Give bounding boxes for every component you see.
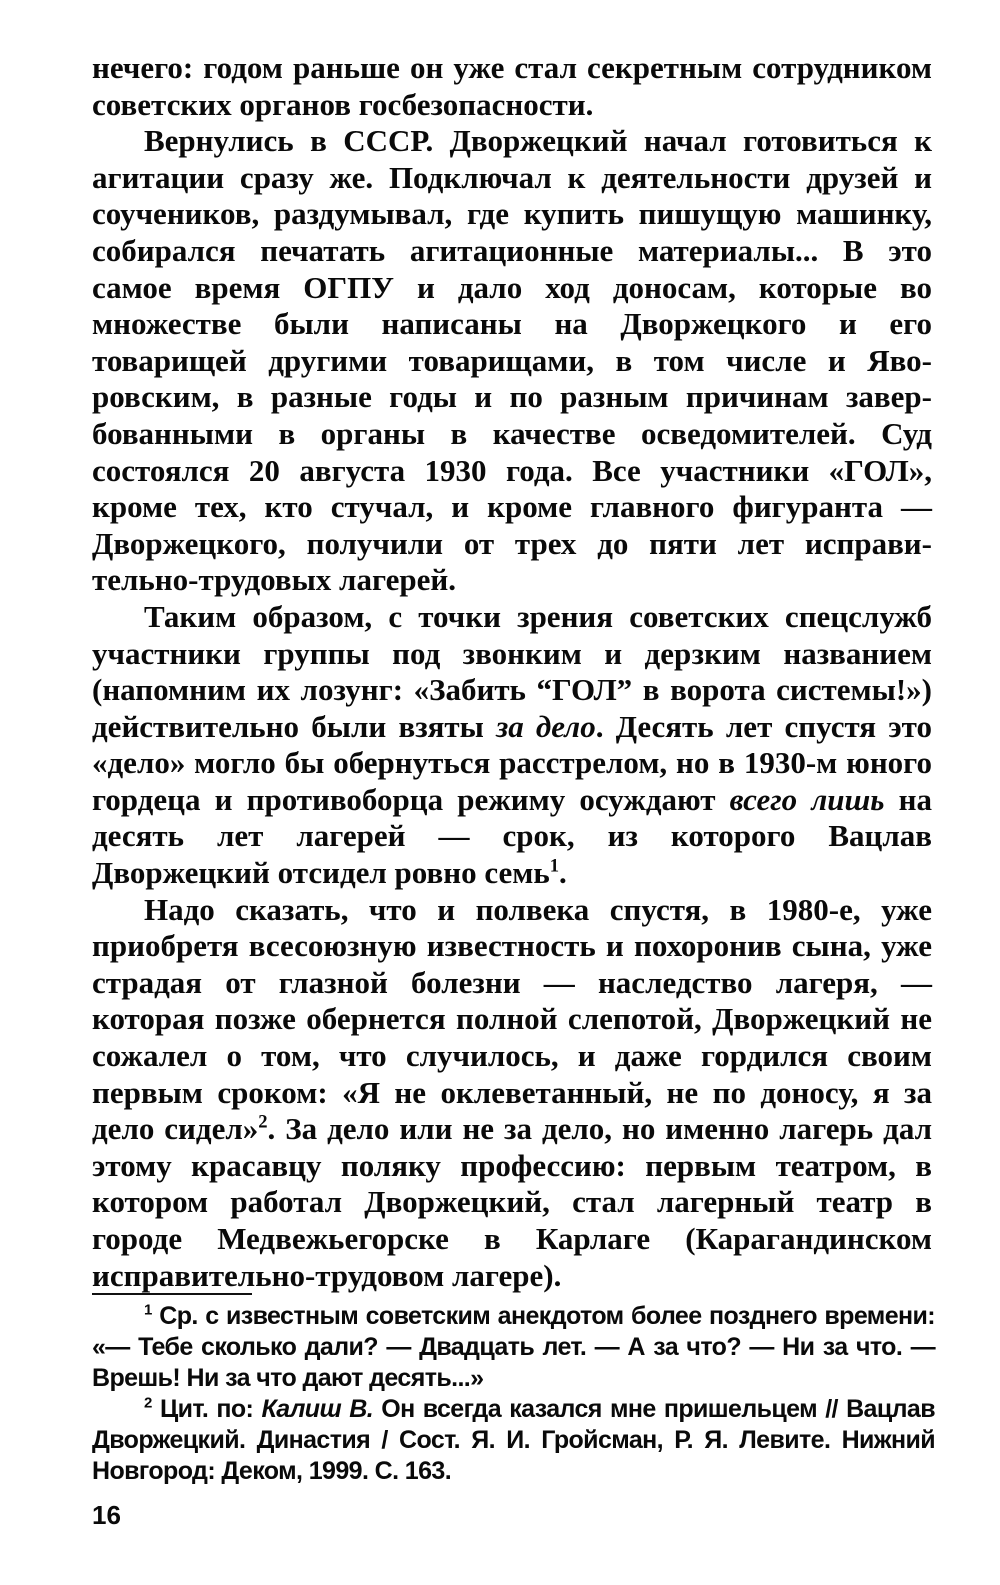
paragraph-1 [92, 50, 932, 123]
footnote-marker: 2 [144, 1394, 152, 1412]
footnote-marker: 1 [144, 1301, 152, 1319]
text-run: Вернулись в СССР. Дворжецкий начал готовиться к агитации сразу же. Подключал к деятельности друзей и соучеников, раздумывал, где купить пишущую машинку, собирался печатать агитационные материалы... В это самое время ОГПУ и дало ход доносам, которые во множестве были написаны на Дворжецкого и его товарищей другими товарищами, в том числе и Яворовским, в разные годы и по разным причинам завербованными в органы в качестве осведомителей. Суд состоялся 20 августа 1930 года. Все участники «ГОЛ», кроме тех, кто стучал, и кроме главного фигуранта — Дворжецкого, получили от трех до пяти лет исправительно-трудовых лагерей. [92, 123, 932, 598]
text-run: . [559, 855, 567, 891]
citation-author: Калиш В. [261, 1395, 374, 1423]
text-run: нечего: годом раньше он уже стал секретным сотрудником советских органов госбезопасности. [92, 50, 932, 122]
paragraph-4 [92, 892, 932, 1295]
footnote-text: Он всегда казался мне пришельцем // Вацлав Дворжецкий. Династия / Сост. Я. И. Гройсман, Р. Я. Левите. Нижний Новгород: Деком, 1999. С. 163. [92, 1395, 935, 1485]
paragraph-3 [92, 599, 932, 892]
italic-emphasis: за дело [496, 708, 596, 744]
text-run: на десять лет лагерей — срок, из которого Вацлав Дворжецкий отсидел ровно семь [92, 781, 932, 891]
italic-emphasis: всего лишь [729, 781, 885, 817]
page-number: 16 [92, 1500, 121, 1530]
text-run: Надо сказать, что и полвека спустя, в 1980-е, уже приобретя всесоюзную известность и похоронив сына, уже страдая от глазной болезни — наследство лагеря, — которая позже обернется полной слепотой, Дворжецкий не сожалел о том, что случилось, и даже гордился своим первым сроком: «Я не оклеветанный, не по доносу, я за дело сидел» [92, 891, 932, 1147]
footnote-text: Ср. с известным советским анекдотом более позднего времени: «— Тебе сколько дали? — Двадцать лет. — А за что? — Ни за что. — Врешь! Ни за что дают десять...» [92, 1302, 935, 1392]
text-run: Таким образом, с точки зрения советских спецслужб участники группы под звонким и дерзким названием (напомним их лозунг: «Забить “ГОЛ” в ворота системы!») действительно были взяты [92, 598, 932, 744]
footnote-2 [92, 1394, 935, 1487]
text-run: . За дело или не за дело, но именно лагерь дал этому красавцу поляку профессию: первым театром, в котором работал Дворжецкий, стал лагерный театр в городе Медвежьегорске в Карлаге (Карагандинском исправительно-трудовом лагере). [92, 1111, 932, 1293]
paragraph-2 [92, 123, 932, 599]
footnotes [92, 1301, 935, 1487]
footnote-1 [92, 1301, 935, 1394]
footnote-ref-2[interactable]: 2 [258, 1111, 268, 1133]
footnote-ref-1[interactable]: 1 [549, 855, 560, 877]
footnote-divider [92, 1293, 252, 1295]
text-run: . Десять лет спустя это «дело» могло бы обернуться расстрелом, но в 1930-м юного гордеца и противоборца режиму осуждают [92, 708, 932, 817]
body-text [92, 50, 932, 1294]
footnote-text: Цит. по: [151, 1395, 262, 1423]
